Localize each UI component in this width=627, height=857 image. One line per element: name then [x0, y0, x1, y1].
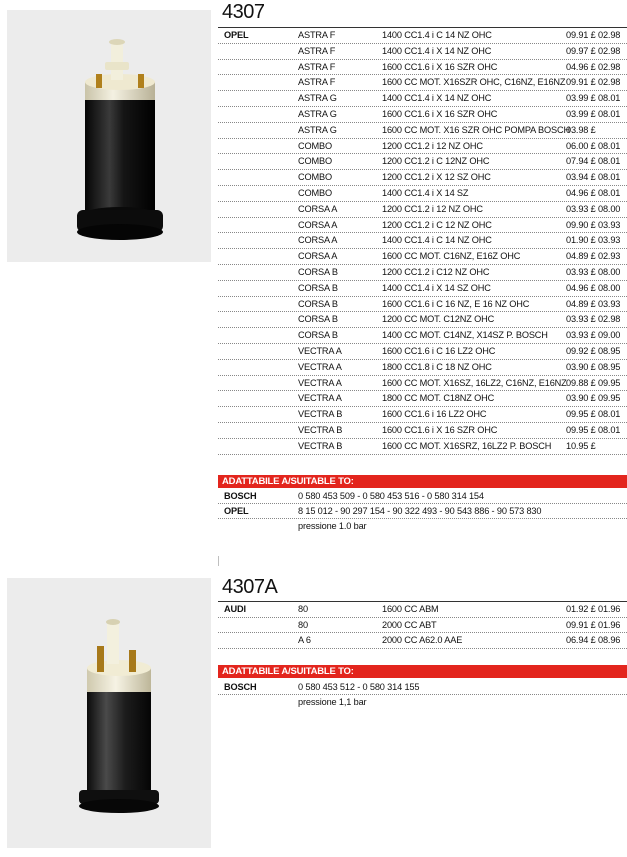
product-code: 4307A: [222, 576, 278, 598]
product-photo: [7, 10, 211, 262]
table-cell-model: 80: [298, 604, 308, 614]
table-cell-model: VECTRA A: [298, 361, 342, 372]
table-cell-engine: 1200 CC1.2 i 12 NZ OHC: [382, 140, 483, 151]
table-cell-years: 03.99 £ 08.01: [566, 109, 621, 119]
table-cell-years: 10.95 £: [566, 440, 596, 451]
table-cell-years: 03.93 £ 08.00: [566, 203, 621, 214]
table-cell-model: ASTRA G: [298, 124, 337, 135]
table-cell-engine: 1200 CC1.2 i 12 NZ OHC: [382, 203, 483, 214]
table-cell-years: 04.96 £ 08.01: [566, 188, 621, 198]
table-cell-model: VECTRA B: [298, 425, 343, 435]
table-cell-model: CORSA B: [298, 330, 338, 341]
table-cell-engine: 1400 CC MOT. C14NZ, X14SZ P. BOSCH: [382, 330, 548, 341]
row-separator: [218, 454, 627, 455]
table-cell-engine: 1600 CC1.6 i C 16 LZ2 OHC: [382, 346, 496, 356]
table-cell-years: 01.90 £ 03.93: [566, 235, 621, 246]
table-cell-years: 09.88 £ 09.95: [566, 377, 621, 388]
table-cell-years: 09.95 £ 08.01: [566, 425, 621, 435]
suitable-to-header: ADATTABILE A/SUITABLE TO:: [218, 665, 627, 678]
table-cell-model: ASTRA F: [298, 45, 336, 56]
table-cell-model: VECTRA A: [298, 377, 342, 388]
table-cell-engine: 1400 CC1.4 i X 14 NZ OHC: [382, 93, 492, 104]
suitable-make: OPEL: [224, 506, 249, 516]
table-cell-engine: 1800 CC MOT. C18NZ OHC: [382, 393, 495, 404]
suitable-refs: pressione 1,1 bar: [298, 697, 367, 707]
table-cell-engine: 1200 CC MOT. C12NZ OHC: [382, 314, 495, 325]
table-cell-years: 09.92 £ 08.95: [566, 346, 621, 356]
fuel-pump-image: [7, 10, 211, 262]
product-photo: [7, 578, 211, 848]
table-cell-make: AUDI: [224, 604, 246, 614]
table-cell-model: CORSA A: [298, 251, 338, 262]
suitable-refs: 0 580 453 509 - 0 580 453 516 - 0 580 314 154: [298, 491, 484, 501]
table-cell-years: 06.94 £ 08.96: [566, 635, 621, 645]
table-cell-years: 03.90 £ 09.95: [566, 393, 621, 404]
table-cell-engine: 1800 CC1.8 i C 18 NZ OHC: [382, 361, 492, 372]
table-cell-years: 04.96 £ 02.98: [566, 61, 621, 72]
table-cell-years: 03.98 £: [566, 124, 596, 135]
table-cell-engine: 1600 CC MOT. X16 SZR OHC POMPA BOSCH: [382, 124, 570, 135]
table-cell-model: VECTRA A: [298, 393, 342, 404]
table-cell-years: 09.91 £ 01.96: [566, 619, 621, 630]
table-cell-years: 09.95 £ 08.01: [566, 409, 621, 420]
table-cell-model: CORSA B: [298, 267, 338, 277]
table-cell-model: CORSA B: [298, 282, 338, 293]
table-cell-model: COMBO: [298, 156, 332, 167]
table-cell-model: ASTRA F: [298, 61, 336, 72]
table-cell-model: ASTRA F: [298, 30, 336, 40]
table-cell-engine: 1200 CC1.2 i C 12 NZ OHC: [382, 219, 492, 230]
row-separator: [218, 648, 627, 649]
row-separator: [218, 694, 627, 695]
table-cell-years: 03.93 £ 09.00: [566, 330, 621, 341]
table-cell-model: COMBO: [298, 140, 332, 151]
table-cell-years: 03.90 £ 08.95: [566, 361, 621, 372]
table-cell-model: ASTRA F: [298, 77, 336, 88]
table-cell-years: 09.97 £ 02.98: [566, 45, 621, 56]
table-cell-years: 07.94 £ 08.01: [566, 156, 621, 167]
suitable-to-header: ADATTABILE A/SUITABLE TO:: [218, 475, 627, 488]
table-cell-engine: 1600 CC MOT. C16NZ, E16Z OHC: [382, 251, 521, 262]
table-cell-model: ASTRA G: [298, 93, 337, 104]
table-cell-years: 04.89 £ 02.93: [566, 251, 621, 262]
table-cell-years: 03.94 £ 08.01: [566, 172, 621, 183]
product-code: 4307: [222, 1, 265, 23]
table-cell-engine: 1400 CC1.4 i X 14 SZ: [382, 188, 469, 198]
table-cell-years: 03.93 £ 02.98: [566, 314, 621, 325]
table-cell-engine: 1600 CC1.6 i X 16 SZR OHC: [382, 109, 498, 119]
table-cell-engine: 1600 CC ABM: [382, 604, 439, 614]
table-cell-years: 04.89 £ 03.93: [566, 298, 621, 309]
table-cell-engine: 1400 CC1.4 i C 14 NZ OHC: [382, 235, 492, 246]
table-cell-engine: 1200 CC1.2 i X 12 SZ OHC: [382, 172, 491, 183]
table-cell-years: 03.93 £ 08.00: [566, 267, 621, 277]
table-cell-years: 04.96 £ 08.00: [566, 282, 621, 293]
table-cell-model: COMBO: [298, 172, 332, 183]
table-cell-years: 09.91 £ 02.98: [566, 30, 621, 40]
table-cell-engine: 1600 CC1.6 i 16 LZ2 OHC: [382, 409, 487, 420]
table-cell-model: 80: [298, 619, 308, 630]
table-cell-engine: 1400 CC1.4 i C 14 NZ OHC: [382, 30, 492, 40]
table-cell-years: 06.00 £ 08.01: [566, 140, 621, 151]
table-cell-engine: 1600 CC1.6 i C 16 NZ, E 16 NZ OHC: [382, 298, 530, 309]
table-cell-engine: 1200 CC1.2 i C 12NZ OHC: [382, 156, 490, 167]
table-cell-engine: 1400 CC1.4 i X 14 NZ OHC: [382, 45, 492, 56]
table-cell-engine: 1400 CC1.4 i X 14 SZ OHC: [382, 282, 491, 293]
table-cell-engine: 1200 CC1.2 i C12 NZ OHC: [382, 267, 490, 277]
table-cell-model: CORSA A: [298, 203, 338, 214]
left-margin-line: [218, 556, 219, 566]
table-cell-engine: 1600 CC1.6 i X 16 SZR OHC: [382, 425, 498, 435]
table-cell-engine: 2000 CC ABT: [382, 619, 437, 630]
table-cell-engine: 1600 CC MOT. X16SZ, 16LZ2, C16NZ, E16NZ: [382, 377, 567, 388]
table-cell-model: A 6: [298, 635, 311, 645]
table-cell-engine: 1600 CC1.6 i X 16 SZR OHC: [382, 61, 498, 72]
table-cell-engine: 1600 CC MOT. X16SZR OHC, C16NZ, E16NZ: [382, 77, 566, 88]
table-cell-engine: 1600 CC MOT. X16SRZ, 16LZ2 P. BOSCH: [382, 440, 552, 451]
table-cell-years: 09.90 £ 03.93: [566, 219, 621, 230]
table-cell-model: VECTRA A: [298, 346, 342, 356]
table-cell-make: OPEL: [224, 30, 249, 40]
suitable-refs: pressione 1.0 bar: [298, 521, 367, 531]
table-cell-model: CORSA A: [298, 235, 338, 246]
table-cell-model: CORSA B: [298, 314, 338, 325]
table-cell-model: CORSA B: [298, 298, 338, 309]
table-cell-model: VECTRA B: [298, 409, 343, 420]
suitable-refs: 8 15 012 - 90 297 154 - 90 322 493 - 90 543 886 - 90 573 830: [298, 506, 542, 516]
row-separator: [218, 518, 627, 519]
suitable-make: BOSCH: [224, 491, 257, 501]
suitable-make: BOSCH: [224, 682, 257, 692]
table-cell-years: 03.99 £ 08.01: [566, 93, 621, 104]
table-cell-engine: 2000 CC A62.0 AAE: [382, 635, 463, 645]
table-cell-model: ASTRA G: [298, 109, 337, 119]
table-cell-model: COMBO: [298, 188, 332, 198]
table-cell-years: 01.92 £ 01.96: [566, 604, 621, 614]
table-cell-years: 09.91 £ 02.98: [566, 77, 621, 88]
suitable-refs: 0 580 453 512 - 0 580 314 155: [298, 682, 420, 692]
table-cell-model: CORSA A: [298, 219, 338, 230]
fuel-pump-image: [7, 578, 211, 848]
table-cell-model: VECTRA B: [298, 440, 343, 451]
